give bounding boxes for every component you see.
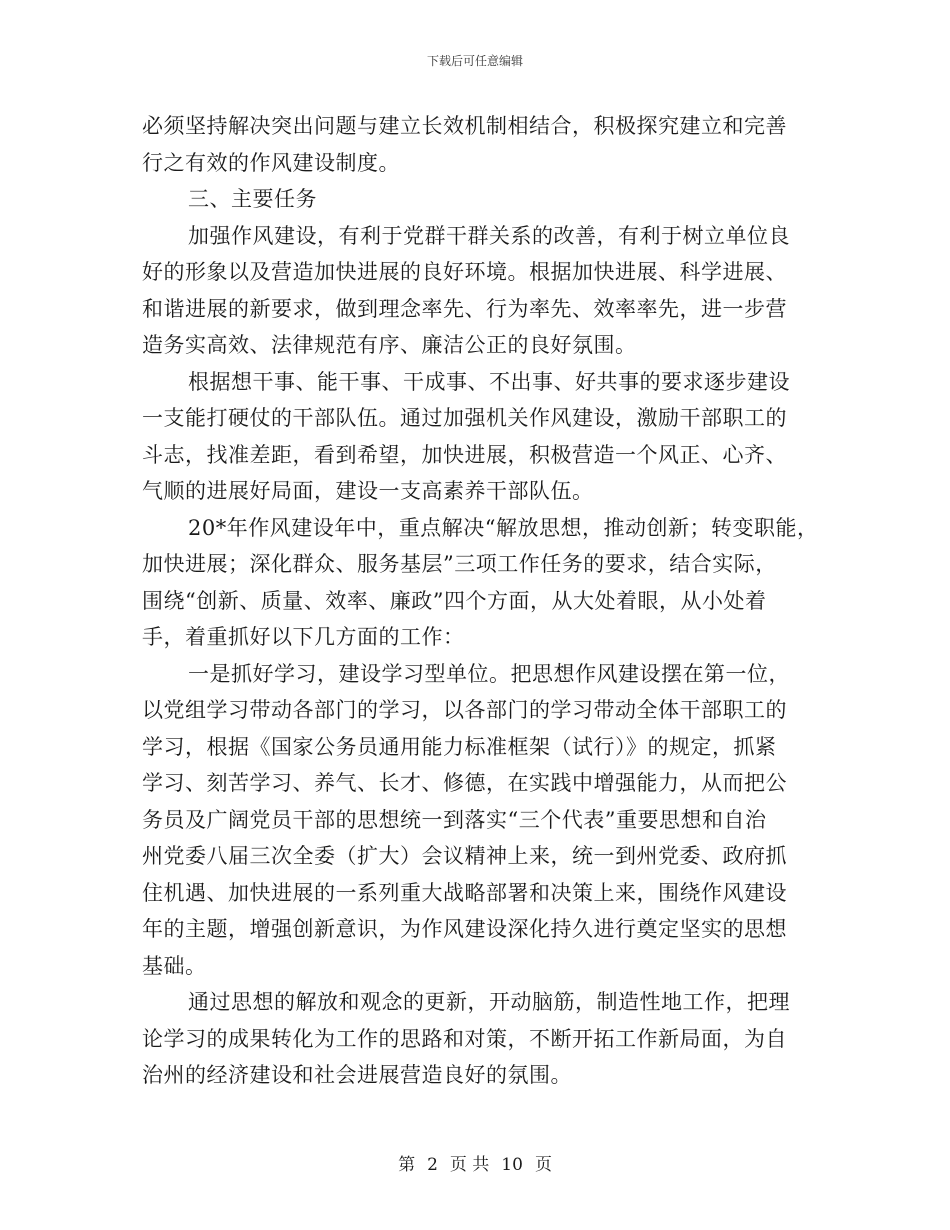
text-line: 一支能打硬仗的干部队伍。通过加强机关作风建设，激励干部职工的 (142, 406, 787, 430)
text-line: 行之有效的作风建设制度。 (142, 150, 400, 175)
footer-total-pages: 10 (501, 1155, 523, 1175)
text-line: 斗志，找准差距，看到希望，加快进展，积极营造一个风正、心齐、 (142, 442, 787, 467)
text-line: 学习，根据《国家公务员通用能力标准框架（试行）》的规定，抓紧 (142, 734, 777, 759)
text-line: 手，着重抓好以下几方面的工作： (142, 625, 465, 649)
text-line: 三、主要任务 (188, 187, 317, 211)
text-line: 加快进展；深化群众、服务基层”三项工作任务的要求，结合实际， (142, 552, 777, 576)
footer-page-number: 2 (427, 1155, 438, 1175)
text-line: 好的形象以及营造加快进展的良好环境。根据加快进展、科学进展、 (142, 260, 787, 284)
text-line: 以党组学习带动各部门的学习，以各部门的学习带动全体干部职工的 (142, 698, 787, 722)
document-body (142, 108, 822, 1094)
text-line: 住机遇、加快进展的一系列重大战略部署和决策上来，围绕作风建设 (142, 880, 787, 905)
footer-prefix: 第 (398, 1155, 416, 1175)
text-line: 通过思想的解放和观念的更新，开动脑筋，制造性地工作，把理 (188, 990, 790, 1014)
text-line: 一是抓好学习，建设学习型单位。把思想作风建设摆在第一位， (188, 661, 790, 686)
text-line: 必须坚持解决突出问题与建立长效机制相结合，积极探究建立和完善 (142, 114, 787, 138)
text-line: 年的主题，增强创新意识，为作风建设深化持久进行奠定坚实的思想 (142, 917, 787, 941)
text-line: 根据想干事、能干事、干成事、不出事、好共事的要求逐步建设 (188, 369, 790, 394)
text-line: 治州的经济建设和社会进展营造良好的氛围。 (142, 1063, 572, 1087)
text-line: 学习、刻苦学习、养气、长才、修德，在实践中增强能力，从而把公 (142, 771, 787, 795)
text-line: 务员及广阔党员干部的思想统一到落实“三个代表”重要思想和自治 (142, 807, 767, 832)
text-line: 基础。 (142, 953, 207, 978)
footer-suffix: 页 (534, 1155, 552, 1175)
footer-middle: 页 共 (449, 1155, 490, 1175)
text-line: 20*年作风建设年中，重点解决“解放思想，推动创新；转变职能， (188, 515, 819, 540)
text-line: 围绕“创新、质量、效率、廉政”四个方面，从大处着眼，从小处着 (142, 588, 767, 613)
text-line: 和谐进展的新要求，做到理念率先、行为率先、效率率先，进一步营 (142, 296, 787, 321)
text-line: 论学习的成果转化为工作的思路和对策，不断开拓工作新局面，为自 (142, 1026, 787, 1051)
text-line: 加强作风建设，有利于党群干群关系的改善，有利于树立单位良 (188, 223, 790, 248)
page-header-note: 下载后可任意编辑 (426, 54, 523, 68)
text-line: 气顺的进展好局面，建设一支高素养干部队伍。 (142, 479, 594, 503)
page-footer (0, 1150, 950, 1175)
text-line: 州党委八届三次全委（扩大）会议精神上来，统一到州党委、政府抓 (142, 844, 787, 868)
text-line: 造务实高效、法律规范有序、廉洁公正的良好氛围。 (142, 333, 637, 357)
